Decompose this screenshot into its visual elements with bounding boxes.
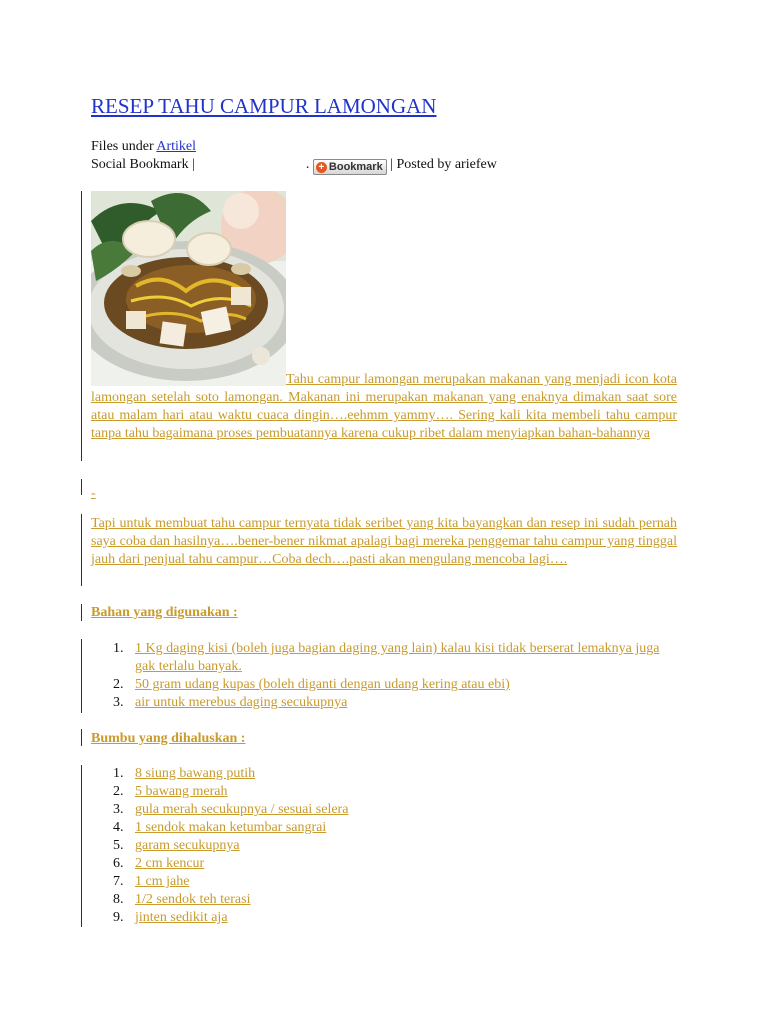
files-under-line bbox=[91, 138, 196, 156]
list-item-number: 7. bbox=[113, 874, 124, 889]
list-item-number: 6. bbox=[113, 856, 124, 871]
list-item-link[interactable]: 5 bawang merah bbox=[135, 784, 228, 799]
list-item-link[interactable]: garam secukupnya bbox=[135, 838, 240, 853]
category-link[interactable]: Artikel bbox=[156, 139, 196, 154]
list-item bbox=[91, 891, 677, 909]
list-item bbox=[91, 694, 677, 712]
bookmark-button-label: Bookmark bbox=[328, 161, 383, 173]
intro-text: Tahu campur lamongan merupakan makanan yang menjadi icon kota lamongan setelah soto lamongan. Makanan ini merupakan makanan yang enaknya dimakan saat sore atau malam hari atau waktu cuaca dingin….eehmm yammy…. Sering kali kita membeli tahu campur tanpa tahu bagaimana proses pembuatannya karena cukup ribet dalam menyiapkan bahan-bahannya bbox=[91, 372, 677, 441]
list-item-number: 5. bbox=[113, 838, 124, 853]
list-item bbox=[91, 801, 677, 819]
files-under-label: Files under bbox=[91, 139, 154, 154]
list-item bbox=[91, 873, 677, 891]
list-item-number: 2. bbox=[113, 677, 124, 692]
list-item-number: 1. bbox=[113, 641, 124, 656]
separator-dot: . bbox=[305, 157, 310, 172]
tahu-campur-photo[interactable] bbox=[91, 191, 286, 386]
list-item bbox=[91, 855, 677, 873]
plus-icon: + bbox=[316, 162, 327, 173]
list-item-link[interactable]: air untuk merebus daging secukupnya bbox=[135, 695, 348, 710]
list-item bbox=[91, 765, 677, 783]
posted-by: | Posted by ariefew bbox=[390, 157, 497, 172]
list-item bbox=[91, 640, 677, 676]
article-title[interactable]: RESEP TAHU CAMPUR LAMONGAN bbox=[91, 94, 437, 118]
quote-bar bbox=[81, 729, 82, 746]
list-item-link[interactable]: 1 sendok makan ketumbar sangrai bbox=[135, 820, 327, 835]
bahan-heading[interactable]: Bahan yang digunakan : bbox=[91, 605, 238, 620]
list-item-link[interactable]: jinten sedikit aja bbox=[135, 910, 228, 925]
list-item-number: 2. bbox=[113, 784, 124, 799]
bumbu-list bbox=[91, 765, 677, 927]
second-paragraph[interactable]: Tapi untuk membuat tahu campur ternyata tidak seribet yang kita bayangkan dan resep ini sudah pernah saya coba dan hasilnya….bener-bener nikmat apalagi bagi mereka penggemar tahu campur yang tinggal jauh dari penjual tahu campur…Coba dech….pasti akan mengulang mencoba lagi…. bbox=[91, 516, 677, 567]
list-item bbox=[91, 819, 677, 837]
list-item-link[interactable]: 1 Kg daging kisi (boleh juga bagian daging yang lain) kalau kisi tidak berserat lemaknya juga gak terlalu banyak. bbox=[135, 641, 660, 674]
list-item-link[interactable]: 2 cm kencur bbox=[135, 856, 205, 871]
list-item bbox=[91, 783, 677, 801]
list-item-link[interactable]: 1 cm jahe bbox=[135, 874, 190, 889]
list-item bbox=[91, 837, 677, 855]
list-item-number: 1. bbox=[113, 766, 124, 781]
social-bookmark-label: Social Bookmark | bbox=[91, 157, 195, 172]
list-item-link[interactable]: 8 siung bawang putih bbox=[135, 766, 256, 781]
list-item-number: 9. bbox=[113, 910, 124, 925]
bookmark-button[interactable] bbox=[313, 159, 387, 175]
quote-bar bbox=[81, 639, 82, 713]
list-item-number: 3. bbox=[113, 695, 124, 710]
list-item bbox=[91, 676, 677, 694]
list-item-number: 8. bbox=[113, 892, 124, 907]
quote-bar bbox=[81, 479, 82, 495]
bahan-list bbox=[91, 640, 677, 712]
social-bookmark-line bbox=[91, 156, 497, 175]
quote-bar bbox=[81, 514, 82, 586]
list-item-link[interactable]: 1/2 sendok teh terasi bbox=[135, 892, 251, 907]
quote-bar bbox=[81, 765, 82, 927]
list-item-number: 3. bbox=[113, 802, 124, 817]
list-item-number: 4. bbox=[113, 820, 124, 835]
image-spacer bbox=[91, 382, 286, 383]
list-item-link[interactable]: 50 gram udang kupas (boleh diganti dengan udang kering atau ebi) bbox=[135, 677, 510, 692]
list-item bbox=[91, 909, 677, 927]
intro-paragraph[interactable] bbox=[91, 371, 677, 443]
empty-link[interactable]: - bbox=[91, 486, 96, 501]
bumbu-heading[interactable]: Bumbu yang dihaluskan : bbox=[91, 731, 246, 746]
quote-bar bbox=[81, 604, 82, 621]
quote-bar bbox=[81, 191, 82, 461]
list-item-link[interactable]: gula merah secukupnya / sesuai selera bbox=[135, 802, 349, 817]
